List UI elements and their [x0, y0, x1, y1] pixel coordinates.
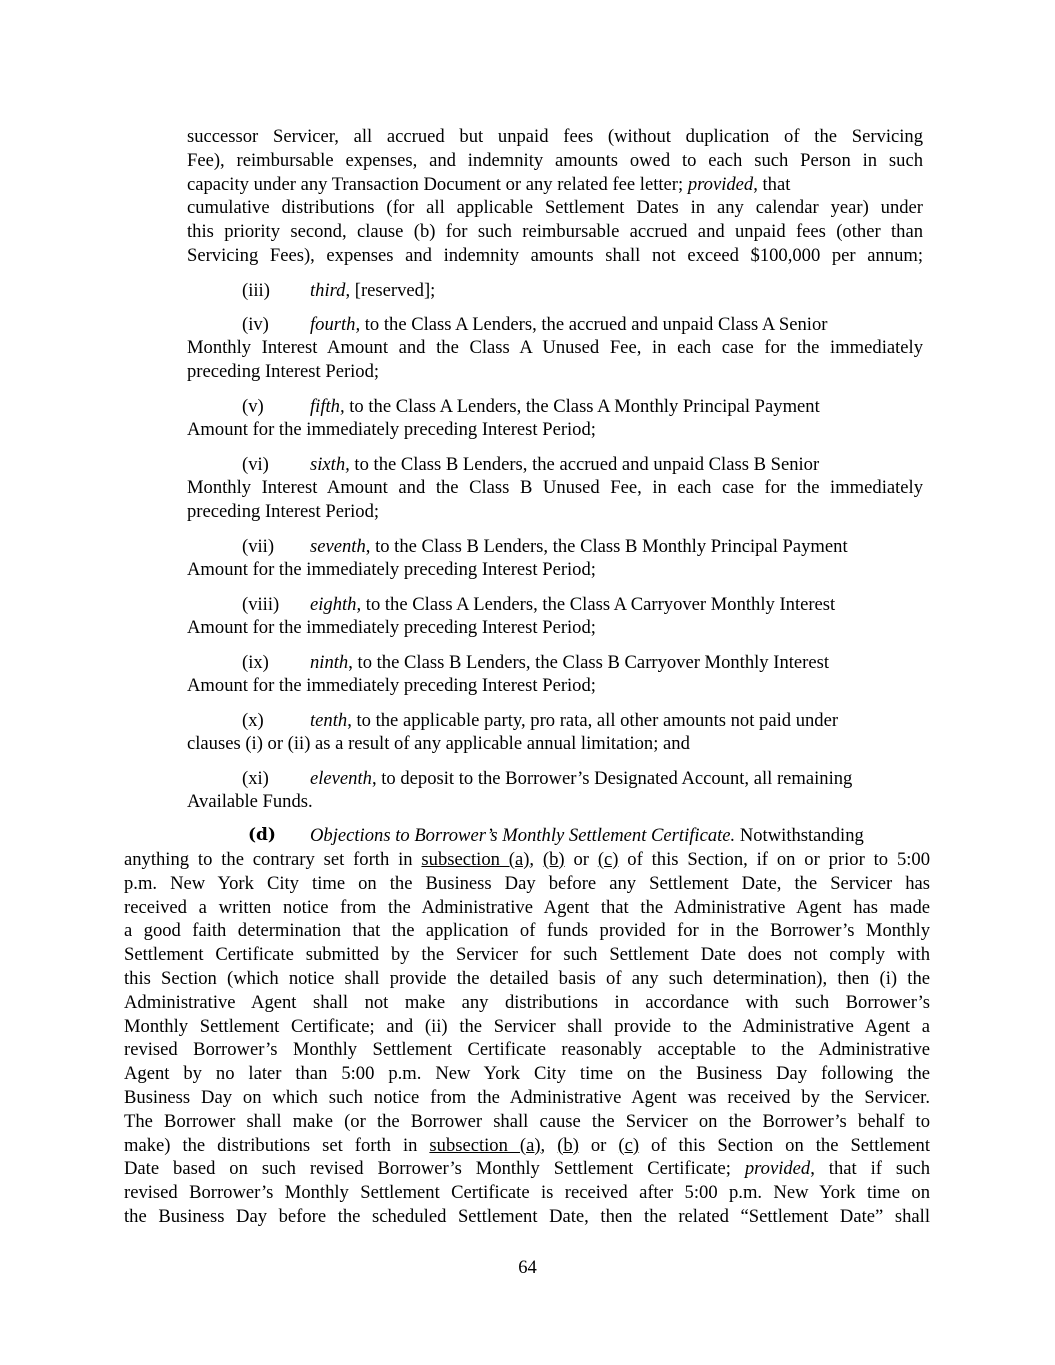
subsection-c-link[interactable]: (c) — [618, 1134, 640, 1156]
item-number: (v) — [242, 396, 264, 417]
item-lead: ninth, to the Class B Lenders, the Class B Carryover Monthly Interest — [310, 652, 830, 673]
item-lead: tenth, to the applicable party, pro rata, all other amounts not paid under — [310, 710, 839, 731]
item-number: (vi) — [242, 454, 269, 475]
item-lead: fourth, to the Class A Lenders, the accrued and unpaid Class A Senior — [310, 314, 828, 335]
text-line: Settlement Certificate submitted by the Servicer for such Settlement Date does not comply with — [124, 944, 930, 966]
text-line: p.m. New York City time on the Business Day before any Settlement Date, the Servicer has — [124, 872, 930, 894]
item-lead: eighth, to the Class A Lenders, the Class A Carryover Monthly Interest — [310, 594, 836, 615]
text-line: Agent by no later than 5:00 p.m. New York City time on the Business Day following the — [124, 1063, 930, 1085]
subsection-a-link[interactable]: subsection (a) — [421, 849, 530, 870]
item-number: (iv) — [242, 314, 269, 335]
item-number: (vii) — [242, 536, 275, 557]
section-label: (d) — [248, 825, 276, 845]
text-line: clauses (i) or (ii) as a result of any applicable annual limitation; and — [187, 733, 690, 754]
item-lead: third, [reserved]; — [310, 280, 436, 301]
text-line: a good faith determination that the application of funds provided for in the Borrower’s Monthly — [124, 920, 930, 942]
text-line: Fee), reimbursable expenses, and indemnity amounts owed to each such Person in such — [187, 149, 923, 171]
text-line: preceding Interest Period; — [187, 500, 380, 522]
text-line: Available Funds. — [187, 791, 313, 812]
item-number: (viii) — [242, 594, 280, 615]
text-line: capacity under any Transaction Document or any related fee letter; provided, that — [187, 173, 791, 195]
text-line: Administrative Agent shall not make any distributions in accordance with such Borrower’s — [124, 991, 930, 1013]
item-lead: eleventh, to deposit to the Borrower’s Designated Account, all remaining — [310, 768, 853, 789]
continuation-paragraph — [187, 125, 923, 268]
text-line: revised Borrower’s Monthly Settlement Certificate is received after 5:00 p.m. New York time on — [124, 1182, 930, 1204]
item-lead: seventh, to the Class B Lenders, the Class B Monthly Principal Payment — [310, 536, 848, 557]
text-line: preceding Interest Period; — [187, 360, 380, 382]
section-body — [124, 848, 930, 1229]
text-line: Amount for the immediately preceding Interest Period; — [187, 675, 596, 696]
text-line: Monthly Interest Amount and the Class A Unused Fee, in each case for the immediately — [187, 337, 923, 358]
text-line: anything to the contrary set forth in subsection (a), (b) or (c) of this Section, if on or prior to 5:00 — [124, 849, 930, 870]
text-line: Amount for the immediately preceding Interest Period; — [187, 559, 596, 580]
text-line: Business Day on which such notice from the Administrative Agent was received by the Servicer. — [124, 1086, 930, 1108]
section-heading: Objections to Borrower’s Monthly Settlement Certificate. — [310, 825, 736, 846]
text-line: Amount for the immediately preceding Interest Period; — [187, 419, 596, 440]
subsection-a-link[interactable]: subsection (a) — [429, 1134, 541, 1156]
text-line: this priority second, clause (b) for such reimbursable accrued and unpaid fees (other than — [187, 221, 923, 243]
subsection-c-link[interactable]: (c) — [597, 849, 619, 870]
item-lead: fifth, to the Class A Lenders, the Class A Monthly Principal Payment — [310, 396, 820, 417]
item-number: (iii) — [242, 280, 270, 301]
text-line: received a written notice from the Administrative Agent that the Administrative Agent has made — [124, 896, 930, 918]
text-line: the Business Day before the scheduled Settlement Date, then the related “Settlement Date” shall — [124, 1205, 930, 1227]
provided-term: provided — [744, 1158, 811, 1180]
item-number: (x) — [242, 710, 264, 731]
subsection-b-link[interactable]: (b) — [557, 1134, 579, 1156]
section-heading-line: Objections to Borrower’s Monthly Settlement Certificate. Notwithstanding — [310, 825, 864, 846]
provided-term: provided — [687, 173, 754, 195]
text-line: revised Borrower’s Monthly Settlement Certificate reasonably acceptable to the Administrative — [124, 1039, 930, 1061]
text-line: Monthly Interest Amount and the Class B Unused Fee, in each case for the immediately — [187, 477, 923, 498]
item-lead: sixth, to the Class B Lenders, the accrued and unpaid Class B Senior — [310, 454, 820, 475]
text-line: make) the distributions set forth in subsection (a), (b) or (c) of this Section on the Settlement — [124, 1134, 930, 1156]
text-line: Date based on such revised Borrower’s Monthly Settlement Certificate; provided, that if such — [124, 1158, 931, 1180]
subsection-b-link[interactable]: (b) — [542, 849, 565, 870]
item-number: (xi) — [242, 768, 269, 789]
text-line: Servicing Fees), expenses and indemnity amounts shall not exceed $100,000 per annum; — [187, 244, 923, 266]
text-line: Amount for the immediately preceding Interest Period; — [187, 617, 596, 638]
text-line: The Borrower shall make (or the Borrower shall cause the Servicer on the Borrower’s behalf to — [124, 1110, 930, 1132]
page-number: 64 — [518, 1257, 537, 1278]
text-line: Monthly Settlement Certificate; and (ii) the Servicer shall provide to the Administrative Agent a — [124, 1015, 930, 1037]
text-line: cumulative distributions (for all applicable Settlement Dates in any calendar year) under — [187, 197, 923, 219]
text-line: this Section (which notice shall provide the detailed basis of any such determination), then (i) the — [124, 967, 930, 989]
text-line: successor Servicer, all accrued but unpaid fees (without duplication of the Servicing — [187, 126, 923, 147]
item-number: (ix) — [242, 652, 269, 673]
